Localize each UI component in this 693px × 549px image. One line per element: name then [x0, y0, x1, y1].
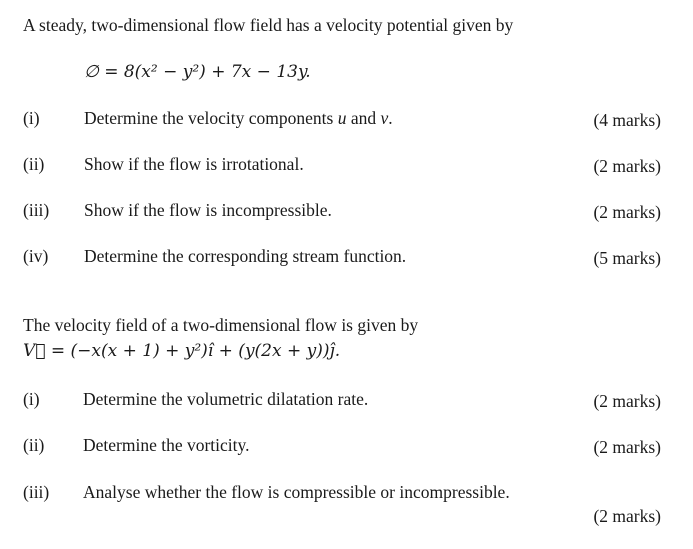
question-number: (ii)	[23, 154, 45, 174]
question-number: (iii)	[23, 200, 50, 220]
question-text: Show if the flow is irrotational.	[84, 154, 304, 174]
question-text-part: and	[346, 108, 381, 128]
question-text: Show if the flow is incompressible.	[84, 200, 332, 220]
marks-label: (2 marks)	[593, 202, 661, 222]
question-number: (iv)	[23, 246, 49, 266]
question-text: Determine the corresponding stream function.	[84, 246, 407, 266]
section1-intro: A steady, two-dimensional flow field has a velocity potential given by	[23, 15, 514, 35]
marks-label: (4 marks)	[593, 110, 661, 130]
question-text: Analyse whether the flow is compressible or incompressible.	[83, 482, 510, 502]
question-text-part: Determine the velocity components	[84, 108, 338, 128]
velocity-field-equation: V⃗ = (−x(x + 1) + y²)î + (y(2x + y))ĵ.	[23, 341, 341, 361]
question-number: (i)	[23, 108, 40, 128]
variable-v: v	[380, 108, 389, 128]
variable-u: u	[337, 108, 347, 128]
question-text-part: .	[388, 108, 393, 128]
question-number: (ii)	[23, 435, 45, 455]
question-text	[84, 107, 393, 129]
marks-label: (2 marks)	[593, 391, 661, 411]
question-text: Determine the volumetric dilatation rate.	[83, 389, 369, 409]
velocity-potential-equation: ∅ = 8(x² − y²) + 7x − 13y.	[84, 62, 311, 82]
marks-label: (5 marks)	[593, 248, 661, 268]
section2-intro: The velocity field of a two-dimensional flow is given by	[23, 315, 419, 335]
question-number: (iii)	[23, 482, 50, 502]
question-text: Determine the vorticity.	[83, 435, 250, 455]
marks-label: (2 marks)	[593, 156, 661, 176]
marks-label: (2 marks)	[593, 506, 661, 526]
question-number: (i)	[23, 389, 40, 409]
marks-label: (2 marks)	[593, 437, 661, 457]
